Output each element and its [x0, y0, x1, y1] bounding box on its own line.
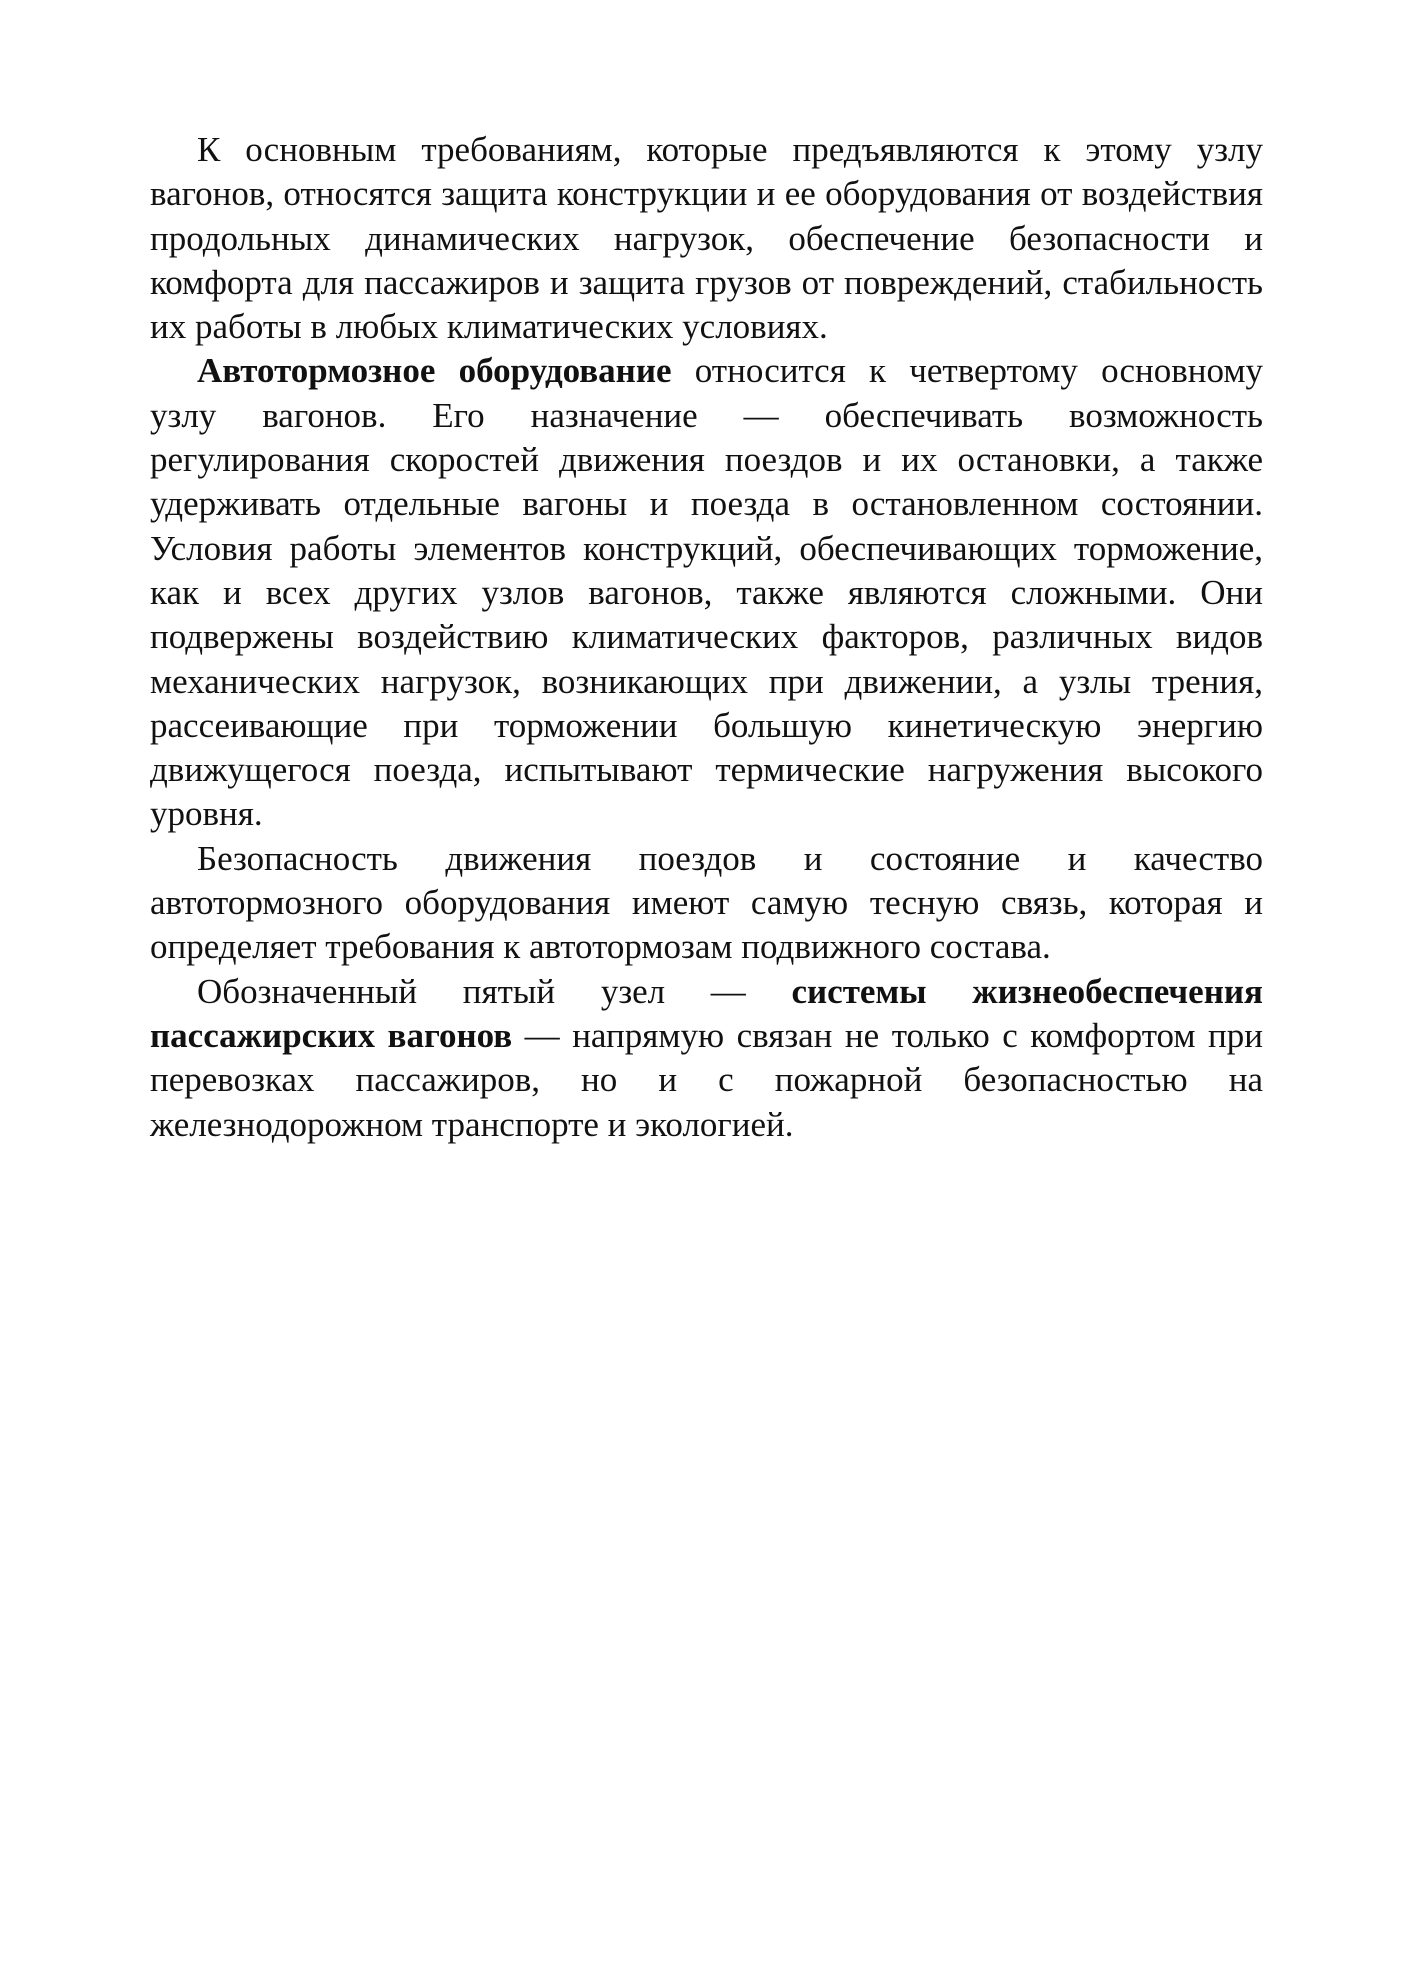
paragraph-safety [150, 837, 1263, 970]
paragraph-lead: Обозначенный пятый узел — [197, 971, 792, 1011]
paragraph-text: — напрямую связан не только с комфортом при перевозках пассажиров, но и с пожарной безопасностью на железнодорожном транспорте и экологией. [150, 1015, 1263, 1144]
paragraph-life-support [150, 970, 1263, 1147]
body-text [150, 128, 1263, 1147]
bold-term-life-support: системы жизнеобеспечения пассажирских вагонов [150, 971, 1263, 1055]
paragraph-text: К основным требованиям, которые предъявляются к этому узлу вагонов, относятся защита конструкции и ее оборудования от воздействия продольных динамических нагрузок, обеспечение безопасности и комфорта для пассажиров и защита грузов от повреждений, стабильность их работы в любых климатических условиях. [150, 130, 1263, 347]
bold-term-brake-equipment: Автотормозное оборудование [197, 351, 672, 391]
paragraph-text: относится к четвертому основному узлу вагонов. Его назначение — обеспечивать возможность регулирования скоростей движения поездов и их остановки, а также удерживать отдельные вагоны и поезда в остановленном состоянии. Условия работы элементов конструкций, обеспечивающих торможение, как и всех других узлов вагонов, также являются сложными. Они подвержены воздействию климатических факторов, различных видов механических нагрузок, возникающих при движении, а узлы трения, рассеивающие при торможении большую кинетическую энергию движущегося поезда, испытывают термические нагружения высокого уровня. [150, 351, 1263, 834]
paragraph-text: Безопасность движения поездов и состояние и качество автотормозного оборудования имеют самую тесную связь, которая и определяет требования к автотормозам подвижного состава. [150, 838, 1263, 967]
paragraph-requirements [150, 128, 1263, 349]
paragraph-brake-equipment [150, 349, 1263, 836]
